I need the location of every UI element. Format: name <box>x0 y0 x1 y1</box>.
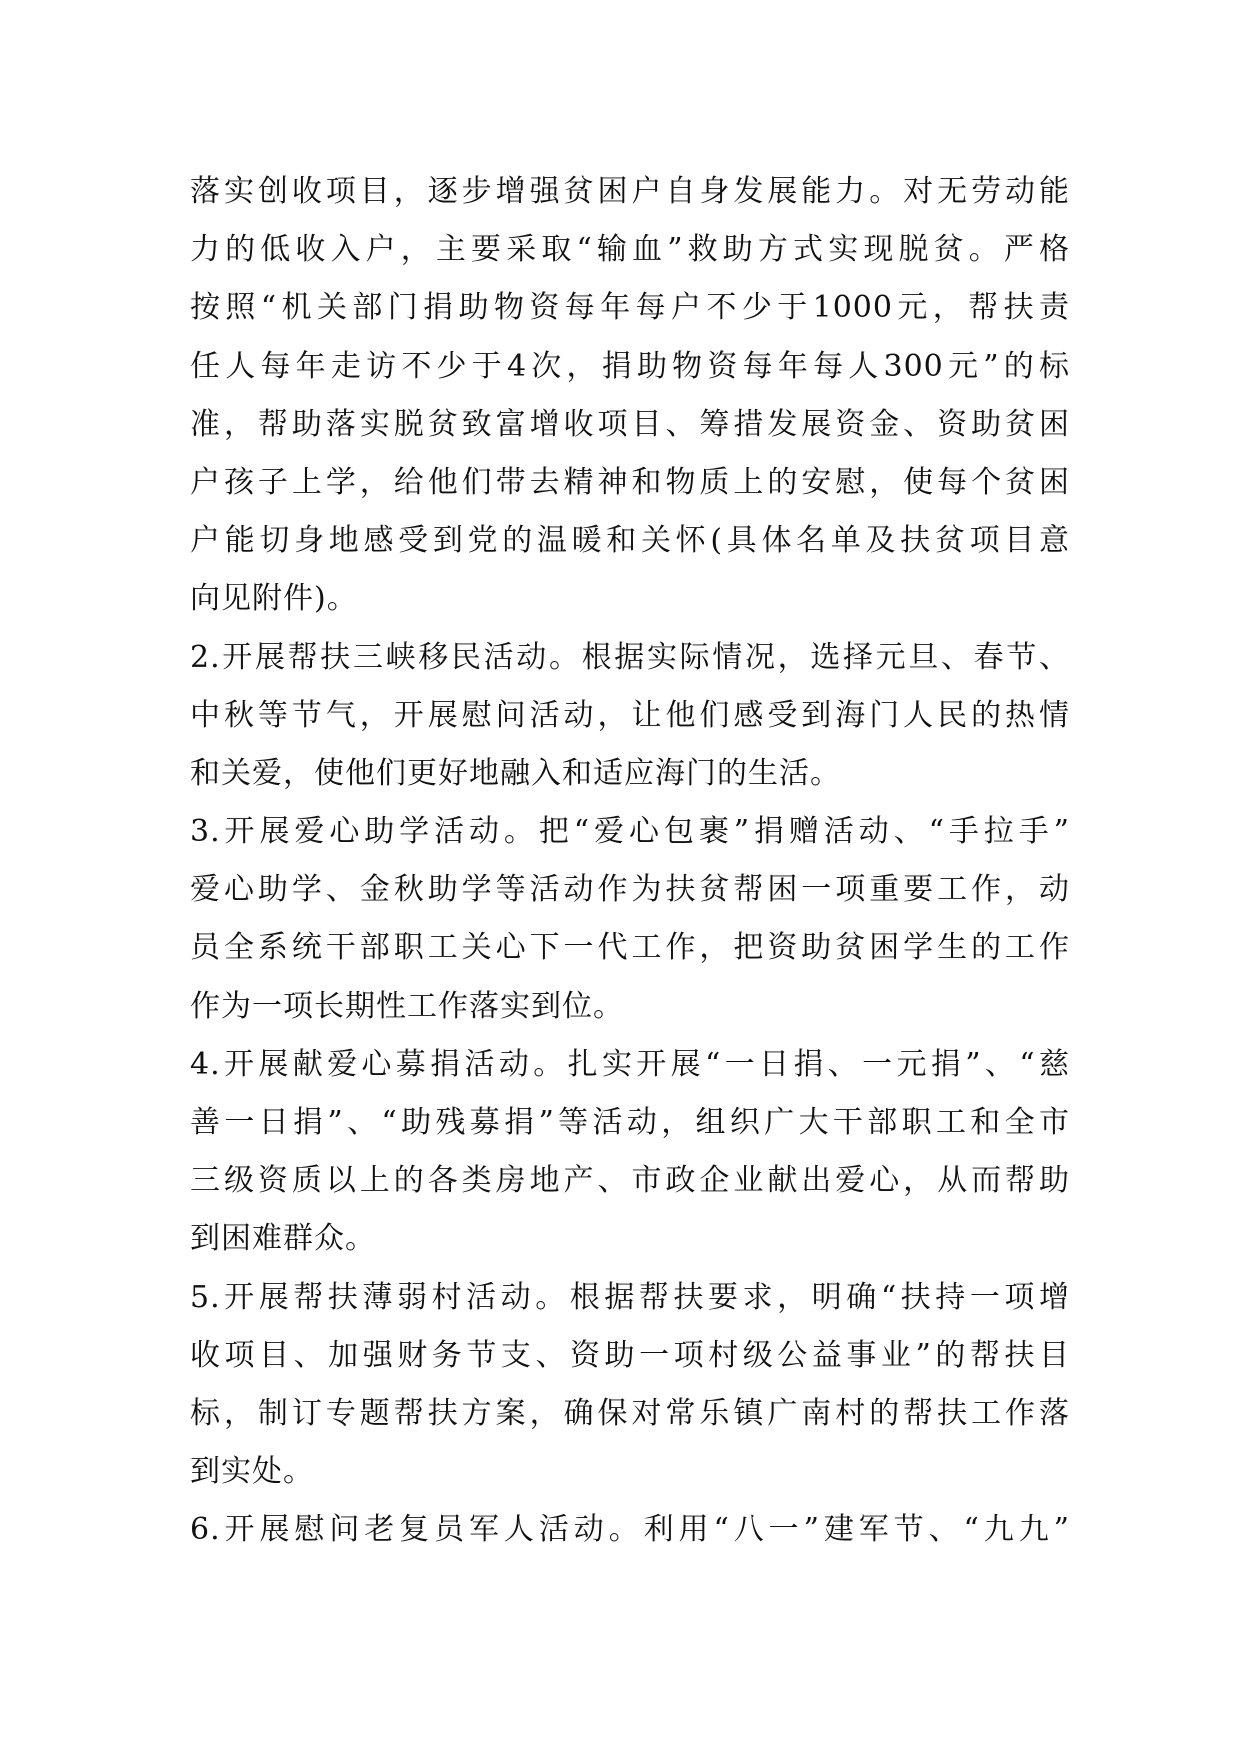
text-line: 爱心助学、金秋助学等活动作为扶贫帮困一项重要工作，动 <box>190 872 1070 908</box>
text-line: 到困难群众。 <box>190 1221 376 1257</box>
paragraph-6 <box>190 1501 1070 1559</box>
text-line: 到实处。 <box>190 1454 314 1490</box>
text-line: 6.开展慰问老复员军人活动。利用“八一”建军节、“九九” <box>190 1512 1070 1548</box>
text-line: 收项目、加强财务节支、资助一项村级公益事业”的帮扶目 <box>190 1337 1070 1373</box>
paragraph-3 <box>190 803 1070 1036</box>
paragraph-5 <box>190 1269 1070 1502</box>
paragraph-1 <box>190 163 1070 629</box>
text-line: 4.开展献爱心募捐活动。扎实开展“一日捐、一元捐”、“慈 <box>190 1046 1070 1082</box>
text-line: 中秋等节气，开展慰问活动，让他们感受到海门人民的热情 <box>190 697 1070 733</box>
text-line: 力的低收入户，主要采取“输血”救助方式实现脱贫。严格 <box>190 232 1070 268</box>
text-line: 按照“机关部门捐助物资每年每户不少于1000元，帮扶责 <box>190 290 1070 326</box>
text-line: 善一日捐”、“助残募捐”等活动，组织广大干部职工和全市 <box>190 1105 1070 1140</box>
text-line: 三级资质以上的各类房地产、市政企业献出爱心，从而帮助 <box>190 1163 1070 1199</box>
text-line: 准，帮助落实脱贫致富增收项目、筹措发展资金、资助贫困 <box>190 406 1070 442</box>
document-body <box>190 163 1070 1560</box>
text-line: 标，制订专题帮扶方案，确保对常乐镇广南村的帮扶工作落 <box>190 1395 1070 1431</box>
text-line: 任人每年走访不少于4次，捐助物资每年每人300元”的标 <box>190 348 1070 384</box>
text-line: 落实创收项目，逐步增强贫困户自身发展能力。对无劳动能 <box>190 174 1070 209</box>
text-line: 2.开展帮扶三峡移民活动。根据实际情况，选择元旦、春节、 <box>190 639 1070 675</box>
text-line: 3.开展爱心助学活动。把“爱心包裹”捐赠活动、“手拉手” <box>190 814 1070 850</box>
text-line: 5.开展帮扶薄弱村活动。根据帮扶要求，明确“扶持一项增 <box>190 1279 1070 1315</box>
text-line: 户能切身地感受到党的温暖和关怀(具体名单及扶贫项目意 <box>190 523 1070 559</box>
paragraph-2 <box>190 629 1070 804</box>
text-line: 员全系统干部职工关心下一代工作，把资助贫困学生的工作 <box>190 930 1070 966</box>
text-line: 户孩子上学，给他们带去精神和物质上的安慰，使每个贫困 <box>190 464 1070 500</box>
text-line: 和关爱，使他们更好地融入和适应海门的生活。 <box>190 755 841 791</box>
text-line: 向见附件)。 <box>190 581 358 617</box>
paragraph-4 <box>190 1036 1070 1269</box>
text-line: 作为一项长期性工作落实到位。 <box>190 988 624 1024</box>
